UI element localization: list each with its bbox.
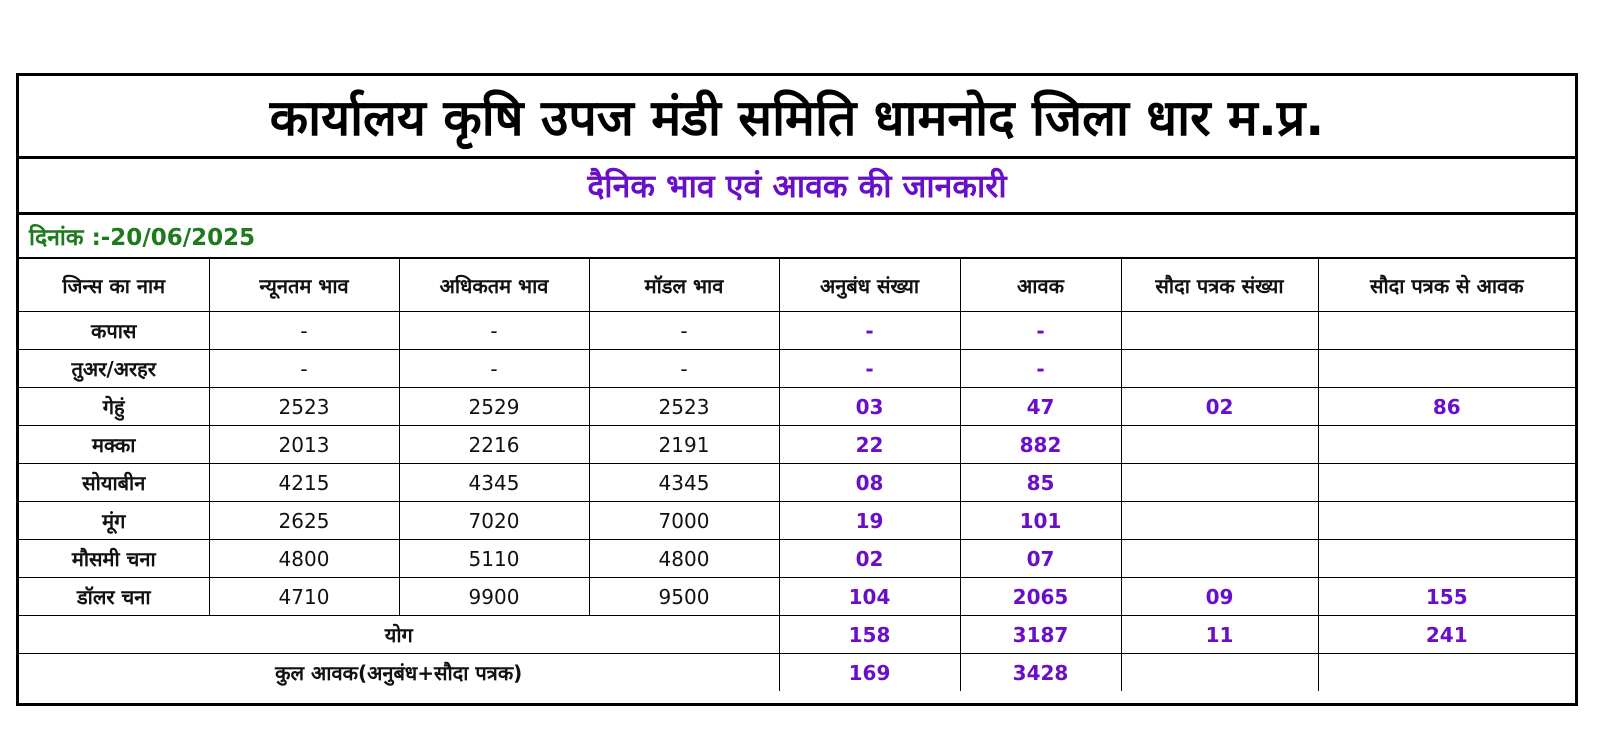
grand-total-arrival: 3428: [960, 654, 1121, 692]
arrival: 2065: [960, 578, 1121, 616]
deal-slip-count: 02: [1121, 388, 1318, 426]
arrival: -: [960, 312, 1121, 350]
column-header: सौदा पत्रक से आवक: [1318, 259, 1575, 312]
deal-slip-count: [1121, 426, 1318, 464]
deal-slip-count: [1121, 350, 1318, 388]
max-price: 4345: [399, 464, 589, 502]
modal-price: 2191: [589, 426, 779, 464]
report-date: दिनांक :-20/06/2025: [19, 215, 1575, 259]
max-price: -: [399, 312, 589, 350]
modal-price: -: [589, 312, 779, 350]
max-price: 7020: [399, 502, 589, 540]
table-row: [19, 502, 1575, 540]
total-contract-count: 158: [779, 616, 960, 654]
commodity-name: मूंग: [19, 502, 209, 540]
deal-slip-count: [1121, 312, 1318, 350]
column-header: मॉडल भाव: [589, 259, 779, 312]
table-header-row: [19, 259, 1575, 312]
table-row: [19, 388, 1575, 426]
commodity-name: सोयाबीन: [19, 464, 209, 502]
price-arrival-table: [19, 259, 1575, 691]
modal-price: 4800: [589, 540, 779, 578]
table-row: [19, 426, 1575, 464]
total-deal-slip-count: 11: [1121, 616, 1318, 654]
max-price: -: [399, 350, 589, 388]
table-row: [19, 578, 1575, 616]
arrival: 101: [960, 502, 1121, 540]
total-deal-slip-arrival: 241: [1318, 616, 1575, 654]
grand-total-label: कुल आवक(अनुबंध+सौदा पत्रक): [19, 654, 779, 692]
deal-slip-count: [1121, 464, 1318, 502]
arrival: 85: [960, 464, 1121, 502]
contract-count: 19: [779, 502, 960, 540]
grand-total-deal-slip-arrival: [1318, 654, 1575, 692]
commodity-name: गेहुं: [19, 388, 209, 426]
modal-price: 9500: [589, 578, 779, 616]
commodity-name: कपास: [19, 312, 209, 350]
deal-slip-arrival: [1318, 502, 1575, 540]
commodity-name: तुअर/अरहर: [19, 350, 209, 388]
contract-count: 02: [779, 540, 960, 578]
table-row: [19, 312, 1575, 350]
min-price: 4800: [209, 540, 399, 578]
deal-slip-arrival: [1318, 426, 1575, 464]
table-row: [19, 464, 1575, 502]
modal-price: -: [589, 350, 779, 388]
column-header: अधिकतम भाव: [399, 259, 589, 312]
deal-slip-arrival: [1318, 540, 1575, 578]
min-price: 2523: [209, 388, 399, 426]
contract-count: 104: [779, 578, 960, 616]
commodity-name: मौसमी चना: [19, 540, 209, 578]
column-header: सौदा पत्रक संख्या: [1121, 259, 1318, 312]
column-header: न्यूनतम भाव: [209, 259, 399, 312]
modal-price: 2523: [589, 388, 779, 426]
table-row: [19, 350, 1575, 388]
max-price: 9900: [399, 578, 589, 616]
office-title: कार्यालय कृषि उपज मंडी समिति धामनोद जिला धार म.प्र.: [19, 76, 1575, 159]
contract-count: 03: [779, 388, 960, 426]
deal-slip-count: [1121, 540, 1318, 578]
min-price: 2625: [209, 502, 399, 540]
min-price: 4710: [209, 578, 399, 616]
min-price: 4215: [209, 464, 399, 502]
deal-slip-arrival: 155: [1318, 578, 1575, 616]
grand-total-deal-slip-count: [1121, 654, 1318, 692]
modal-price: 7000: [589, 502, 779, 540]
max-price: 2216: [399, 426, 589, 464]
deal-slip-arrival: [1318, 312, 1575, 350]
arrival: -: [960, 350, 1121, 388]
commodity-name: डॉलर चना: [19, 578, 209, 616]
min-price: -: [209, 350, 399, 388]
column-header: आवक: [960, 259, 1121, 312]
column-header: अनुबंध संख्या: [779, 259, 960, 312]
contract-count: -: [779, 312, 960, 350]
grand-total-contract-count: 169: [779, 654, 960, 692]
min-price: -: [209, 312, 399, 350]
deal-slip-arrival: [1318, 464, 1575, 502]
report-subtitle: दैनिक भाव एवं आवक की जानकारी: [19, 159, 1575, 215]
grand-total-row: [19, 654, 1575, 692]
contract-count: 08: [779, 464, 960, 502]
deal-slip-arrival: 86: [1318, 388, 1575, 426]
deal-slip-count: 09: [1121, 578, 1318, 616]
max-price: 2529: [399, 388, 589, 426]
max-price: 5110: [399, 540, 589, 578]
table-row: [19, 540, 1575, 578]
contract-count: -: [779, 350, 960, 388]
min-price: 2013: [209, 426, 399, 464]
total-row: [19, 616, 1575, 654]
contract-count: 22: [779, 426, 960, 464]
arrival: 07: [960, 540, 1121, 578]
mandi-report-sheet: [16, 73, 1578, 706]
total-arrival: 3187: [960, 616, 1121, 654]
modal-price: 4345: [589, 464, 779, 502]
column-header: जिन्स का नाम: [19, 259, 209, 312]
arrival: 882: [960, 426, 1121, 464]
total-label: योग: [19, 616, 779, 654]
deal-slip-arrival: [1318, 350, 1575, 388]
arrival: 47: [960, 388, 1121, 426]
deal-slip-count: [1121, 502, 1318, 540]
commodity-name: मक्का: [19, 426, 209, 464]
